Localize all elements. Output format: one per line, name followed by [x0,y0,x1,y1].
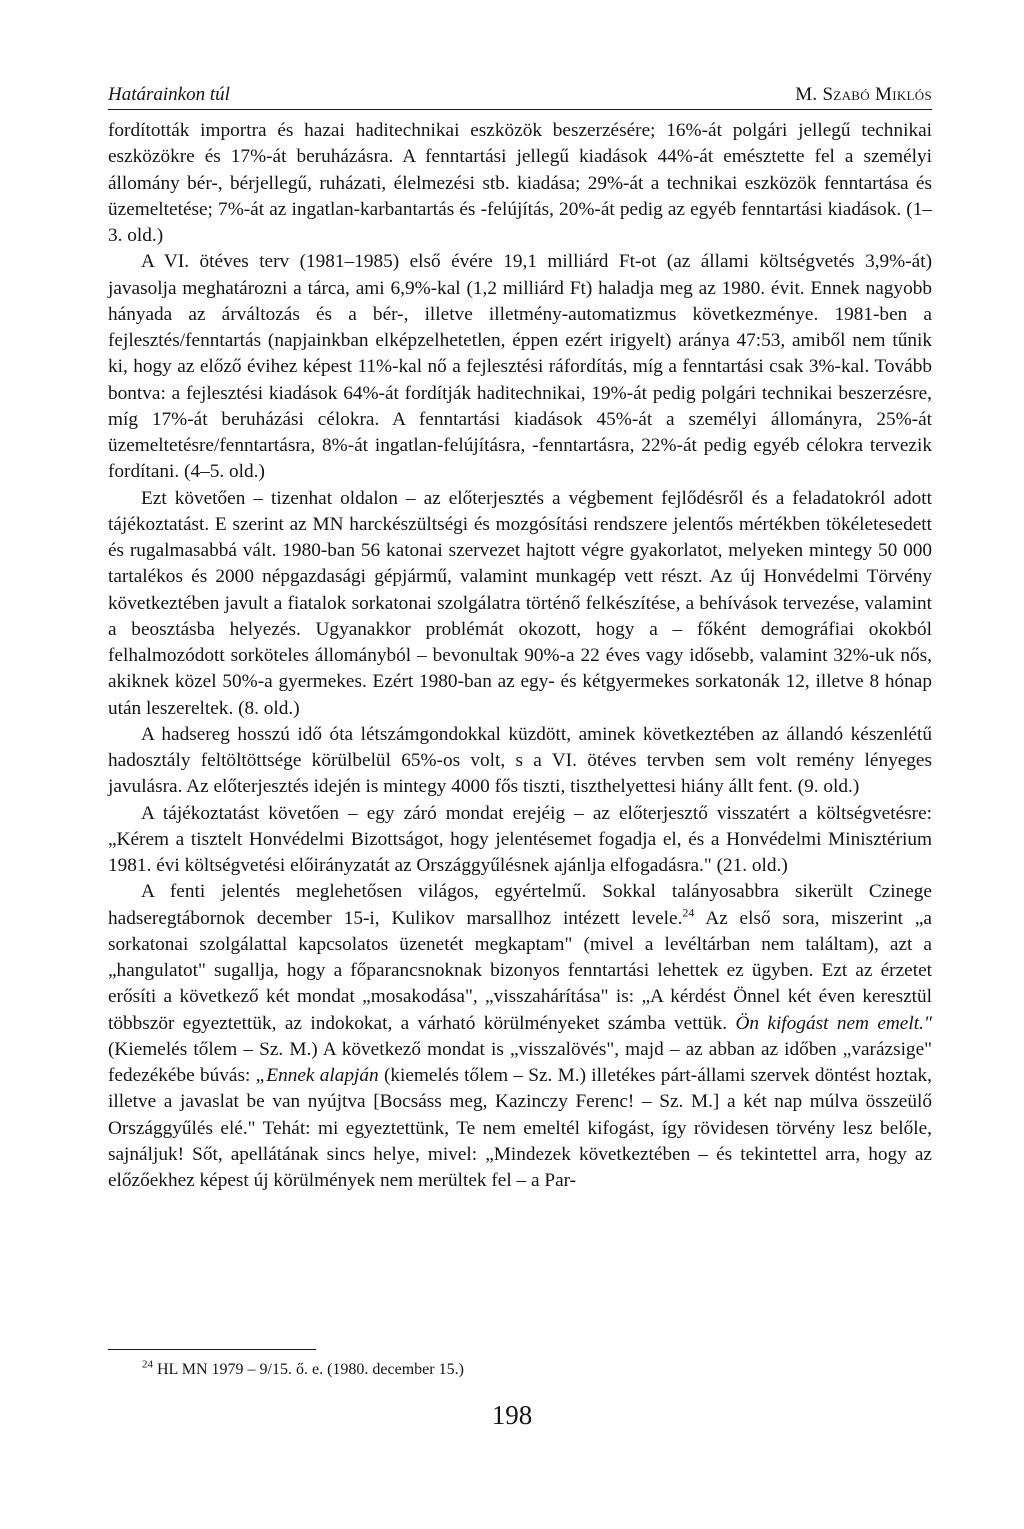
emphasis-quote-1: Ön kifogást nem emelt." [735,1012,932,1034]
paragraph-5: A tájékoztatást követően – egy záró mondat erejéig – az előterjesztő visszatért a költségvetésre: „Kérem a tisztelt Honvédelmi Bizottságot, hogy jelentésemet fogadja el, és a Honvédelmi Minisztérium 1981. évi költségvetési előirányzatát az Országgyűlésnek ajánlja elfogadásra." (21. old.) [108,802,932,876]
paragraph-6-part-c: (Kiemelés tőlem – Sz. M.) A következő mondat is „visszalövés", majd – az abban az időben „varázsige" fedezékébe búvás: [108,1038,932,1086]
footnote [142,1359,464,1381]
paragraph-1: fordították importra és hazai haditechnikai eszközök beszerzésére; 16%-át polgári jellegű technikai eszközökre és 17%-át beruházásra. A fenntartási jellegű kiadások 44%-át emésztette fel a személyi állomány bér-, bérjellegű, ruházati, élelmezési stb. kiadása; 29%-át a technikai eszközök fenntartása és üzemeltetése; 7%-át az ingatlan-karbantartás és -felújítás, 20%-át pedig az egyéb fenntartási kiadások. (1–3. old.) [108,120,932,246]
page-content [108,78,932,1194]
paragraph-2: A VI. ötéves terv (1981–1985) első évére 19,1 milliárd Ft-ot (az állami költségvetés 3,9%-át) javasolja meghatározni a tárca, ami 6,9%-kal (1,2 milliárd Ft) haladja meg az 1980. évit. Ennek nagyobb hányada az árváltozás és a bér-, illetve illetmény-automatizmus következménye. 1981-ben a fejlesztés/fenntartás (napjainkban elképzelhetetlen, éppen ezért irigyelt) aránya 47:53, amiből nem tűnik ki, hogy az előző évihez képest 11%-kal nő a fejlesztési ráfordítás, míg a fenntartási csak 3%-kal. Tovább bontva: a fejlesztési kiadások 64%-át fordítják haditechnikai, 19%-át pedig polgári technikai beszerzésre, míg 17%-át beruházási célokra. A fenntartási kiadások 45%-át a személyi állományra, 25%-át üzemeltetésre/fenntartásra, 8%-át ingatlan-felújításra, -fenntartásra, 22%-át pedig egyéb célokra tervezik fordítani. (4–5. old.) [108,251,932,483]
running-header [108,78,932,110]
emphasis-quote-2: „Ennek alapján [255,1065,379,1086]
paragraph-6 [108,879,932,1194]
footnote-divider [108,1349,316,1350]
section-title: Határainkon túl [108,84,230,105]
author-surname: Szabó Miklós [822,84,932,105]
page-number: 198 [491,1400,533,1430]
paragraph-6-part-b: Az első sora, miszerint „a sorkatonai szolgálattal kapcsolatos üzenetét megkaptam" (mivel a levéltárban nem találtam), azt a „hangulatot" sugallja, hogy a főparancsnoknak bizonyos fenntartási lehettek ez ügyben. Ezt az érzetet erősíti a következő két mondat „mosakodása", „visszahárítása" is: „A kérdést Önnel két éven keresztül többször egyeztettük, az indokokat, a várható körülményeket számba vettük. [108,907,932,1034]
footnote-reference[interactable]: 24 [682,905,695,920]
author-name [795,84,932,106]
paragraph-3: Ezt követően – tizenhat oldalon – az előterjesztés a végbement fejlődésről és a feladatokról adott tájékoztatást. E szerint az MN harckészültségi és mozgósítási rendszere jelentős mértékben tökéletesedett és rugalmasabbá vált. 1980-ban 56 katonai szervezet hajtott végre gyakorlatot, melyeken mintegy 50 000 tartalékos és 2000 népgazdasági gépjármű, valamint munkagép vett részt. Az új Honvédelmi Törvény következtében javult a fiatalok sorkatonai szolgálatra történő felkészítése, a behívások tervezése, valamint a beosztásba helyezés. Ugyanakkor problémát okozott, hogy a – főként demográfiai okokból felhalmozódott sorköteles állományból – bevonultak 90%-a 22 éves vagy idősebb, valamint 32%-uk nős, akiknek közel 50%-a gyermekes. Ezért 1980-ban az egy- és kétgyermekes sorkatonák 12, illetve 8 hónap után leszereltek. (8. old.) [108,487,932,719]
paragraph-4: A hadsereg hosszú idő óta létszámgondokkal küzdött, aminek következtében az állandó készenlétű hadosztály feltöltöttsége körülbelül 65%-os volt, s a VI. ötéves tervben sem volt remény lényeges javulásra. Az előterjesztés idején is mintegy 4000 fős tiszti, tiszthelyettesi hiány állt fent. (9. old.) [108,723,932,798]
footnote-number: 24 [142,1358,153,1371]
paragraph-6-part-d: (kiemelés tőlem – Sz. M.) illetékes párt-állami szervek döntést hoztak, illetve a javaslat be van nyújtva [Bocsáss meg, Kazinczy Ferenc! – Sz. M.] a két nap múlva összeülő Országgyűlés elé." Tehát: mi egyeztettünk, Te nem emeltél kifogást, így rövidesen törvény lesz belőle, sajnáljuk! Sőt, apellátának sincs helye, mivel: „Mindezek következtében – és tekintettel arra, hogy az előzőekhez képest új körülmények nem merültek fel – a Par- [108,1065,933,1191]
footnote-text: HL MN 1979 – 9/15. ő. e. (1980. december 15.) [153,1361,464,1378]
paragraph-6-part-a: A fenti jelentés meglehetősen világos, egyértelmű. Sokkal talányosabbra sikerült Czinege hadseregtábornok december 15-i, Kulikov marsallhoz intézett levele. [108,881,932,929]
author-initial: M. [795,84,823,105]
body-text [108,118,932,1194]
